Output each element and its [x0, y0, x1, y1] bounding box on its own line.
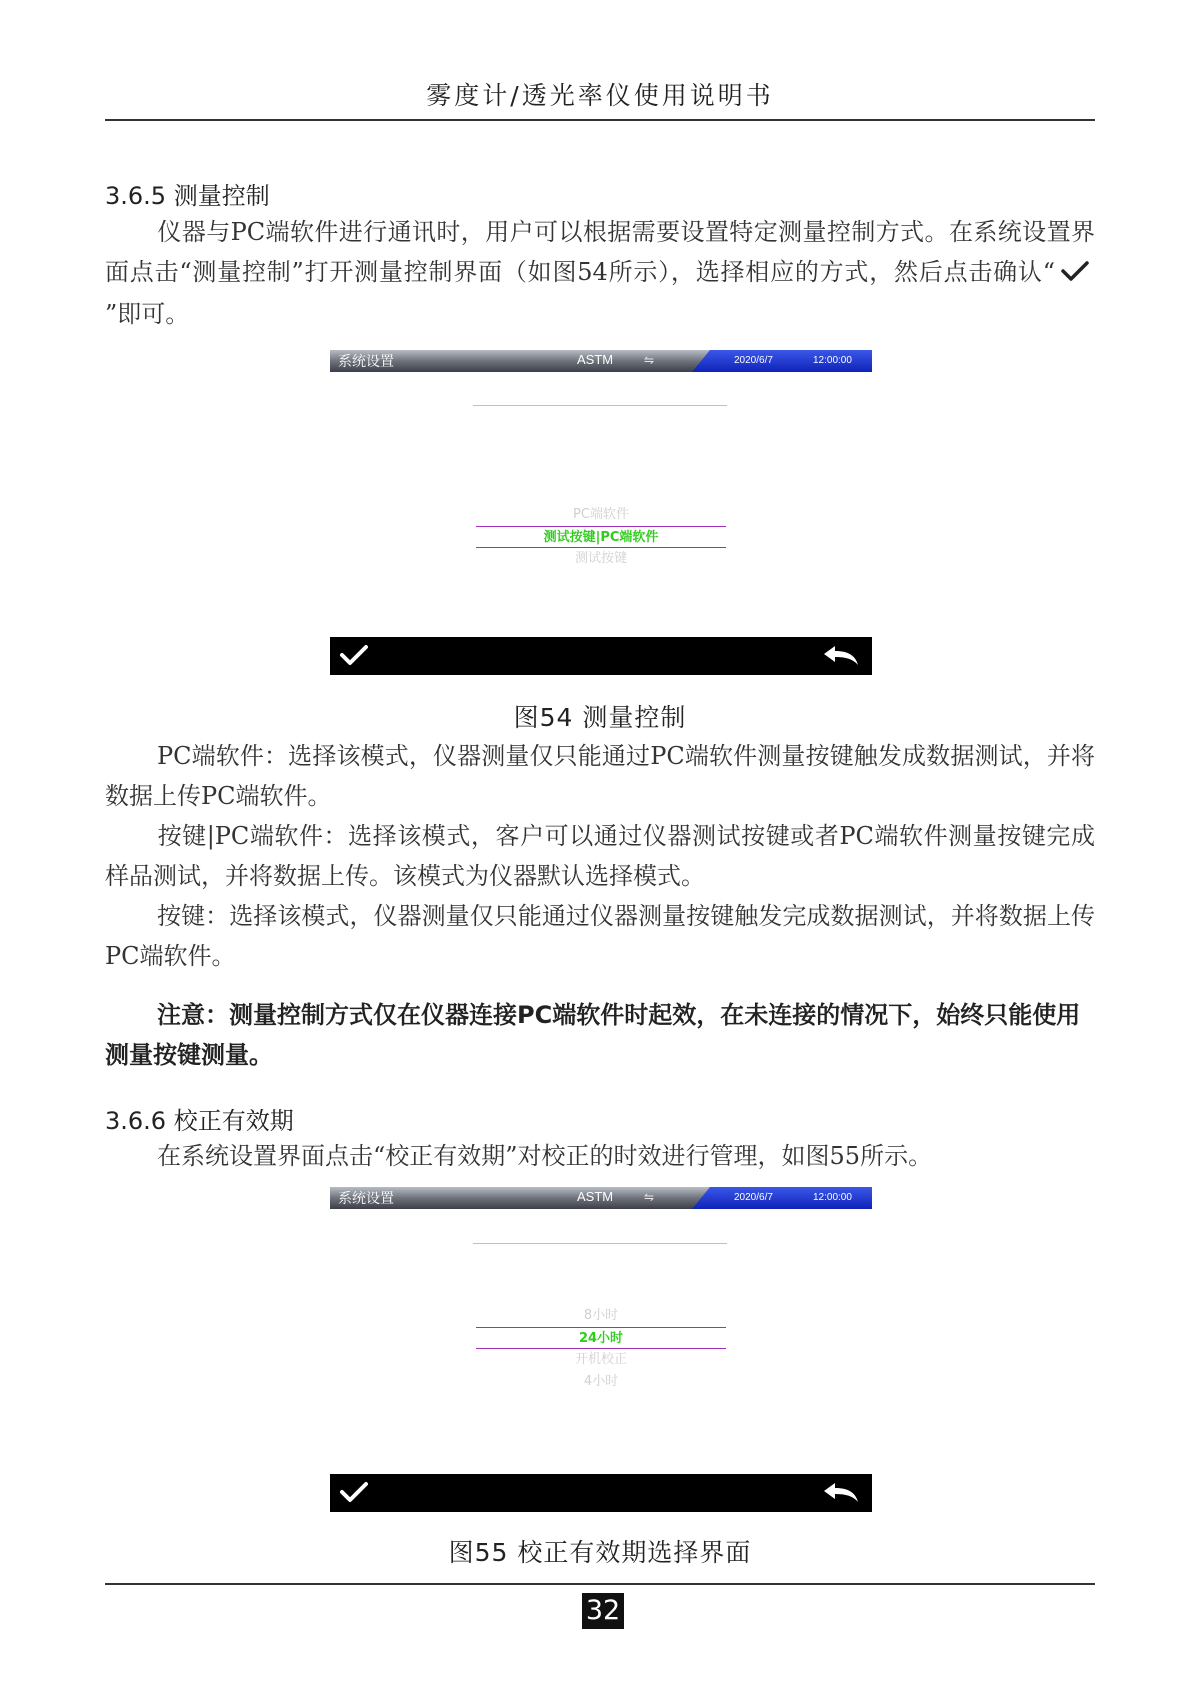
section-heading-3-6-5: 3.6.5 测量控制: [105, 182, 270, 210]
mode-description-pc-text: PC端软件：选择该模式，仪器测量仅只能通过PC端软件测量按键触发成数据测试，并将数据上传PC端软件。: [105, 742, 1095, 810]
return-arrow-icon[interactable]: [822, 645, 860, 671]
status-bar: [330, 350, 872, 372]
section-366-intro: [105, 1136, 1095, 1176]
status-bar: [330, 1187, 872, 1209]
section-intro-paragraph: [105, 212, 1095, 334]
picker-option-selected[interactable]: 测试按键|PC端软件: [476, 526, 726, 548]
picker-option[interactable]: 测试按键: [574, 551, 627, 566]
section-366-intro-text: 在系统设置界面点击“校正有效期”对校正的时效进行管理，如图55所示。: [157, 1142, 933, 1170]
header-rule: [105, 119, 1095, 121]
control-mode-picker[interactable]: [476, 504, 726, 570]
mode-description-key-pc: [105, 816, 1095, 896]
page-number: 32: [582, 1593, 624, 1629]
list-top-divider: [473, 1243, 727, 1244]
intro-text: 仪器与PC端软件进行通讯时，用户可以根据需要设置特定测量控制方式。在系统设置界面点击“测量控制”打开测量控制界面（如图54所示），选择相应的方式，然后点击确认“: [105, 218, 1095, 286]
status-time: 12:00:00: [813, 1192, 852, 1203]
picker-option[interactable]: 8小时: [583, 1308, 619, 1323]
picker-option[interactable]: PC端软件: [573, 507, 629, 522]
return-arrow-icon[interactable]: [822, 1482, 860, 1508]
standard-mode: ASTM: [577, 1189, 614, 1204]
note-text: 注意：测量控制方式仅在仪器连接PC端软件时起效，在未连接的情况下，始终只能使用测量按键测量。: [105, 1001, 1081, 1069]
intro-text-end: ”即可。: [105, 299, 190, 328]
confirm-check-icon[interactable]: [339, 643, 369, 671]
calibration-validity-screen: [330, 1187, 872, 1512]
screen-title: 系统设置: [338, 1191, 394, 1207]
status-time: 12:00:00: [813, 355, 852, 366]
picker-option-selected[interactable]: 24小时: [476, 1327, 726, 1349]
validity-period-picker[interactable]: [476, 1305, 726, 1393]
mode-description-key-pc-text: 按键|PC端软件：选择该模式，客户可以通过仪器测试按键或者PC端软件测量按键完成样品测试，并将数据上传。该模式为仪器默认选择模式。: [105, 822, 1095, 890]
status-date: 2020/6/7: [734, 355, 773, 366]
measurement-control-screen: [330, 350, 872, 675]
check-icon: [1055, 254, 1095, 294]
picker-option[interactable]: 开机校正: [574, 1352, 627, 1367]
usb-icon: ⇋: [644, 1190, 655, 1204]
mode-description-key-text: 按键：选择该模式，仪器测量仅只能通过仪器测量按键触发完成数据测试，并将数据上传PC端软件。: [105, 902, 1095, 970]
usb-icon: ⇋: [644, 353, 655, 367]
mode-description-pc: [105, 736, 1095, 816]
figure-caption-55: 图55 校正有效期选择界面: [448, 1538, 752, 1567]
standard-mode: ASTM: [577, 352, 614, 367]
status-date: 2020/6/7: [734, 1192, 773, 1203]
note-paragraph: [105, 995, 1095, 1075]
picker-option[interactable]: 4小时: [583, 1374, 619, 1389]
footer-rule: [105, 1583, 1095, 1585]
document-header-title: 雾度计/透光率仪使用说明书: [426, 81, 774, 110]
section-heading-3-6-6: 3.6.6 校正有效期: [105, 1107, 294, 1135]
screen-bottom-bar: [330, 637, 872, 675]
screen-title: 系统设置: [338, 354, 394, 370]
screen-bottom-bar: [330, 1474, 872, 1512]
mode-description-key: [105, 896, 1095, 976]
figure-caption-54: 图54 测量控制: [513, 703, 687, 732]
list-top-divider: [473, 405, 727, 406]
confirm-check-icon[interactable]: [339, 1480, 369, 1508]
